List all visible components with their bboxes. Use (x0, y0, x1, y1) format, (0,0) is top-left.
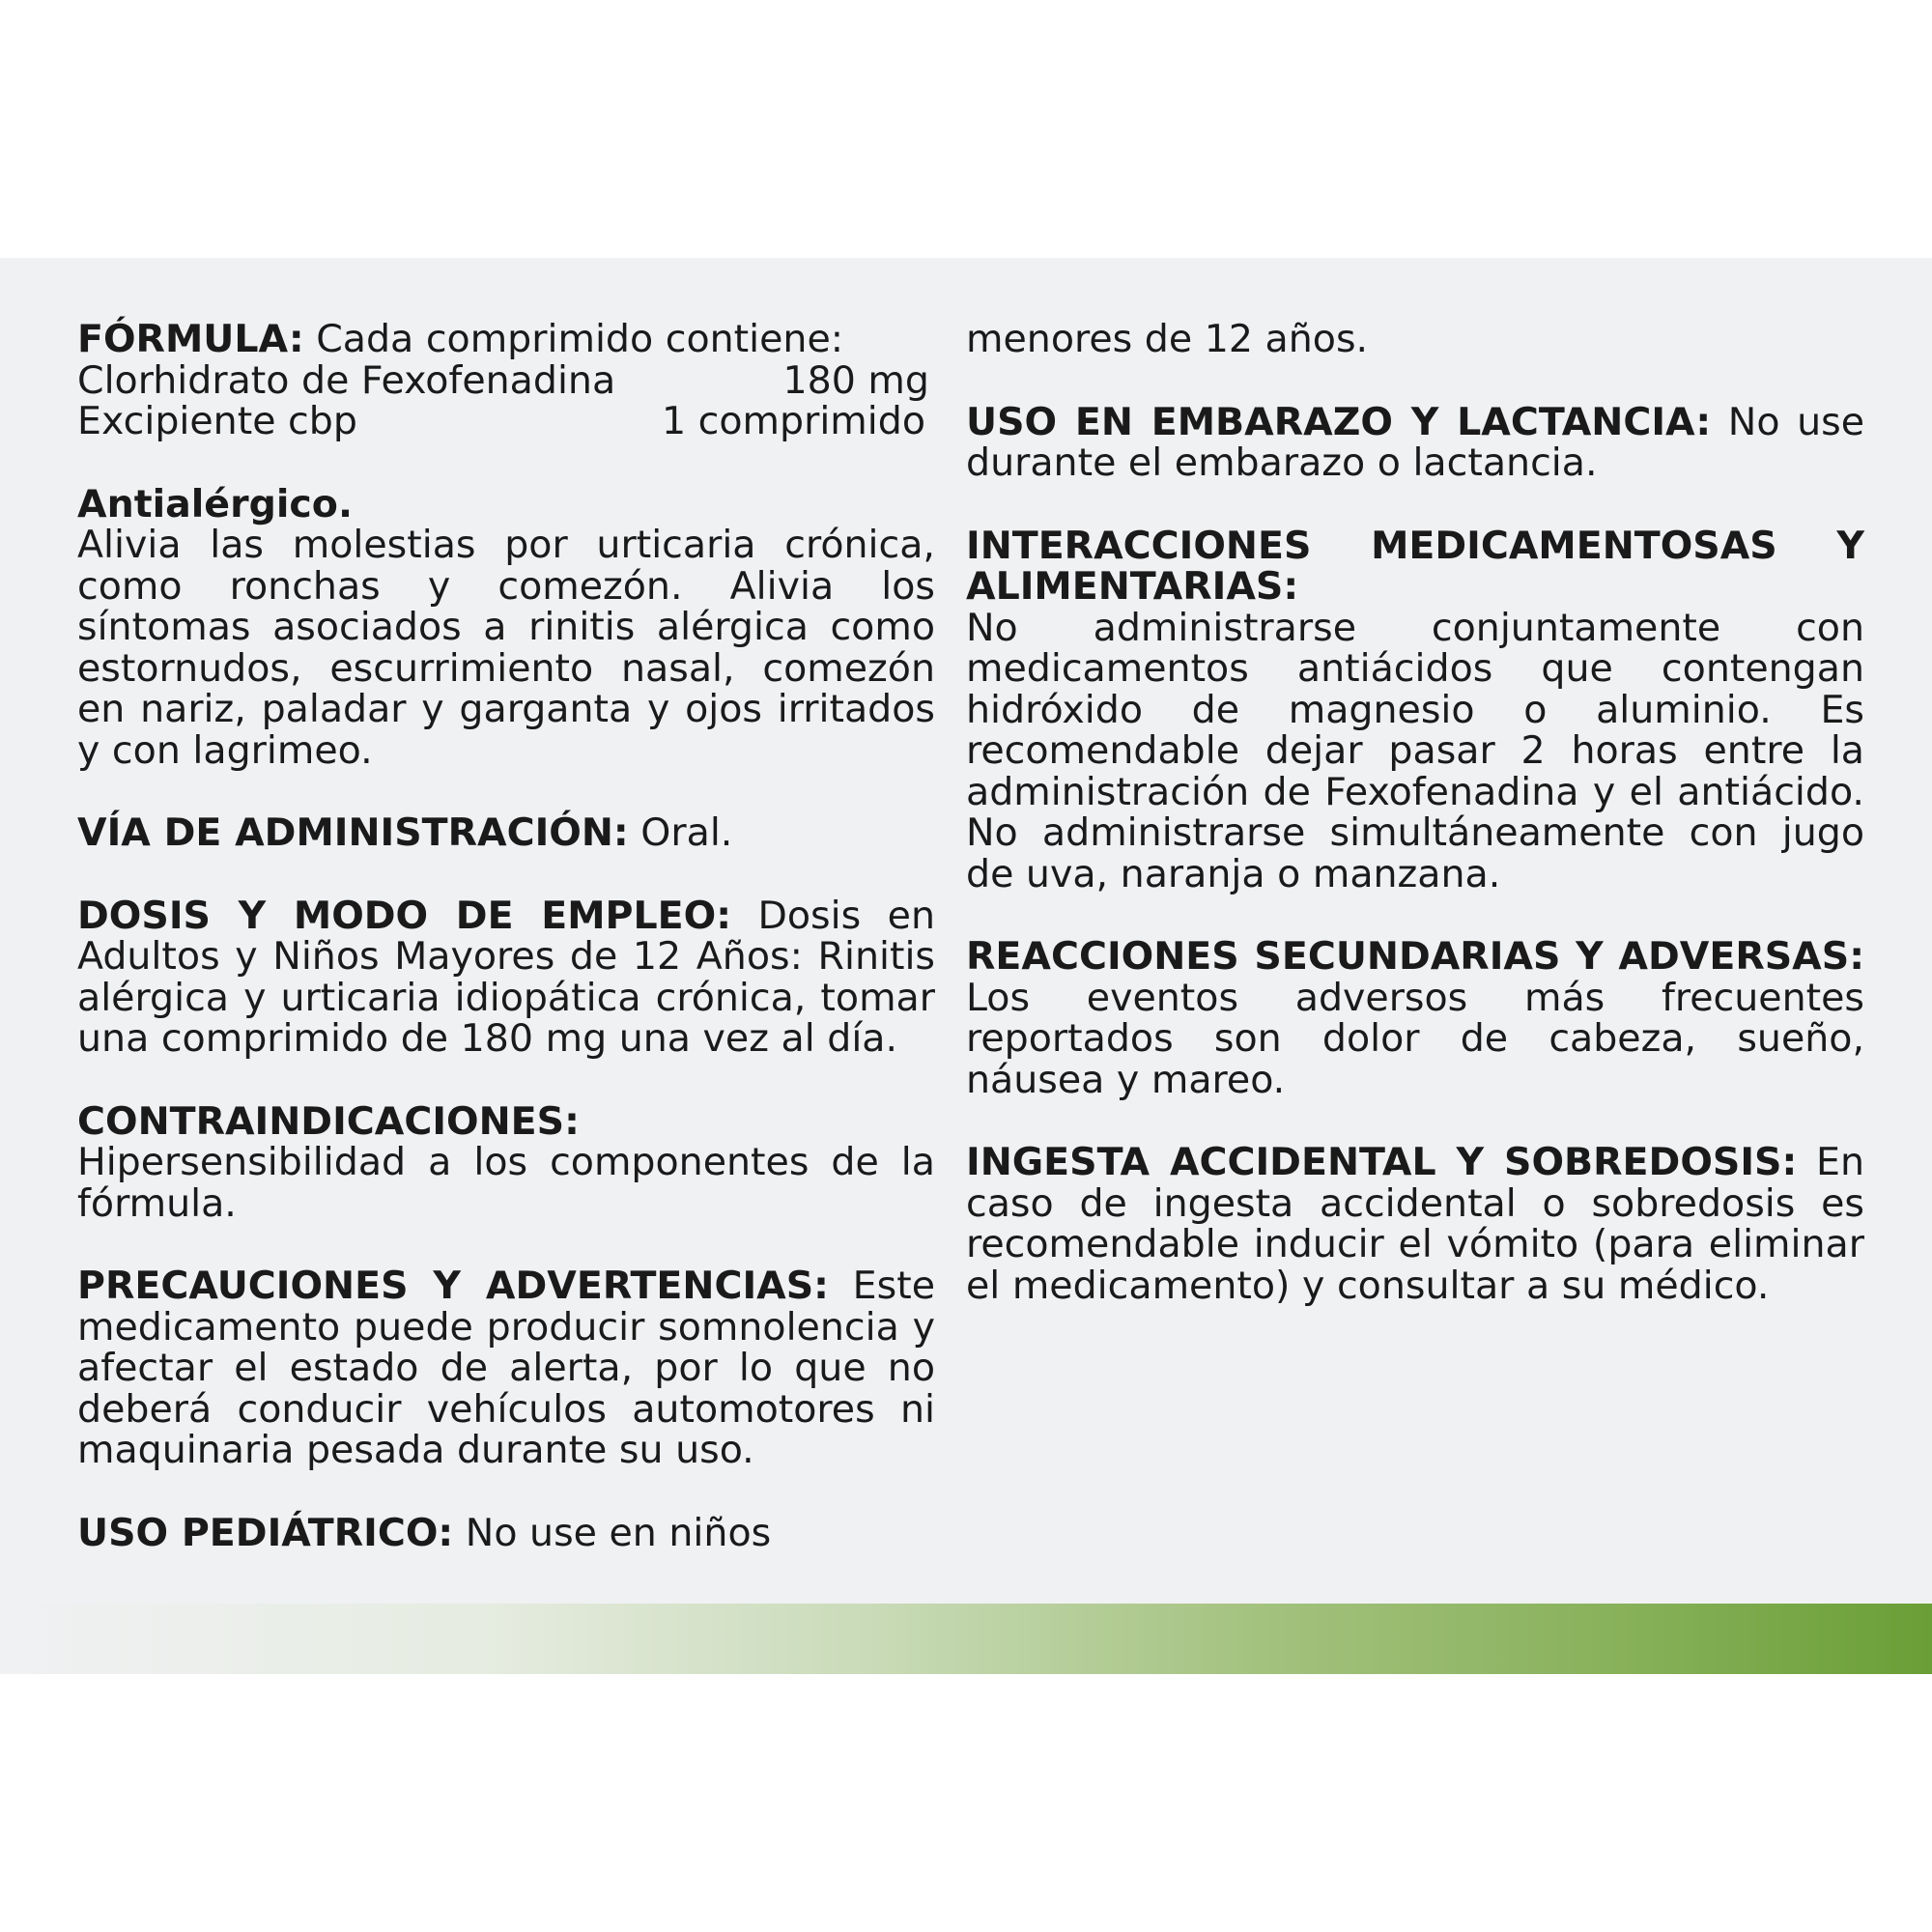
left-column (77, 319, 935, 1595)
precautions-heading: PRECAUCIONES Y ADVERTENCIAS: (77, 1264, 829, 1308)
overdose-text: En caso de ingesta accidental o sobredosis es recomendable inducir el vómito (para eliminar el medicamento) y consultar a su médico. (966, 1140, 1864, 1308)
pediatric-continuation (966, 319, 1864, 360)
interactions-text: No administrarse conjuntamente con medicamentos antiácidos que contengan hidróxido de magnesio o aluminio. Es recomendable dejar pasar 2 horas entre la administración de Fexofenadina y el antiácido. No administrarse simultáneamente con jugo de uva, naranja o manzana. (966, 605, 1864, 896)
green-gradient-bar (0, 1604, 1932, 1674)
precautions-section (77, 1265, 935, 1471)
category-heading: Antialérgico. (77, 481, 353, 526)
ingredient-amount: 1 comprimido (661, 399, 925, 443)
pediatric-text-continued: menores de 12 años. (966, 317, 1369, 361)
adverse-text: Los eventos adversos más frecuentes reportados son dolor de cabeza, sueño, náusea y mareo. (966, 975, 1864, 1102)
ingredient-row (77, 357, 935, 403)
ingredient-name: Clorhidrato de Fexofenadina (77, 357, 616, 403)
contraindications-text: Hipersensibilidad a los componentes de la fórmula. (77, 1140, 935, 1226)
ingredient-amount: 180 mg (782, 357, 929, 403)
adverse-heading: REACCIONES SECUNDARIAS Y ADVERSAS: (966, 934, 1864, 979)
pregnancy-text: No use durante el embarazo o lactancia. (966, 399, 1865, 485)
contraindications-heading: CONTRAINDICACIONES: (77, 1098, 580, 1144)
interactions-heading: INTERACCIONES MEDICAMENTOSAS Y ALIMENTARIAS: (966, 523, 1864, 609)
overdose-heading: INGESTA ACCIDENTAL Y SOBREDOSIS: (966, 1140, 1798, 1184)
formula-heading: FÓRMULA: (77, 317, 304, 361)
category-text: Alivia las molestias por urticaria crónica, como ronchas y comezón. Alivia los síntomas asociados a rinitis alérgica como estornudos, escurrimiento nasal, comezón en nariz, paladar y garganta y ojos irritados y con lagrimeo. (77, 523, 935, 773)
dosage-heading: DOSIS Y MODO DE EMPLEO: (77, 893, 731, 938)
dosage-section (77, 895, 935, 1060)
pediatric-heading: USO PEDIÁTRICO: (77, 1510, 454, 1555)
category-section (77, 481, 935, 773)
formula-intro-line (77, 319, 935, 360)
ingredient-row (77, 401, 935, 442)
formula-intro: Cada comprimido contiene: (316, 317, 844, 361)
route-text: Oral. (640, 810, 733, 855)
overdose-section (966, 1142, 1864, 1306)
pediatric-section (77, 1510, 935, 1555)
ingredient-name: Excipiente cbp (77, 399, 357, 443)
formula-section (77, 319, 935, 442)
pregnancy-section (966, 399, 1865, 485)
route-heading: VÍA DE ADMINISTRACIÓN: (77, 810, 629, 855)
interactions-section (966, 523, 1864, 896)
adverse-section (966, 936, 1864, 1100)
right-column (966, 319, 1864, 1348)
contraindications-section (77, 1098, 935, 1226)
precautions-text: Este medicamento puede producir somnolencia y afectar el estado de alerta, por lo que no deberá conducir vehículos automotores ni maquinaria pesada durante su uso. (77, 1264, 935, 1472)
dosage-text: Dosis en Adultos y Niños Mayores de 12 Años: Rinitis alérgica y urticaria idiopática crónica, tomar una comprimido de 180 mg una vez al día. (77, 893, 935, 1061)
route-section (77, 812, 935, 854)
pregnancy-heading: USO EN EMBARAZO Y LACTANCIA: (966, 399, 1712, 444)
pediatric-text: No use en niños (465, 1510, 772, 1555)
